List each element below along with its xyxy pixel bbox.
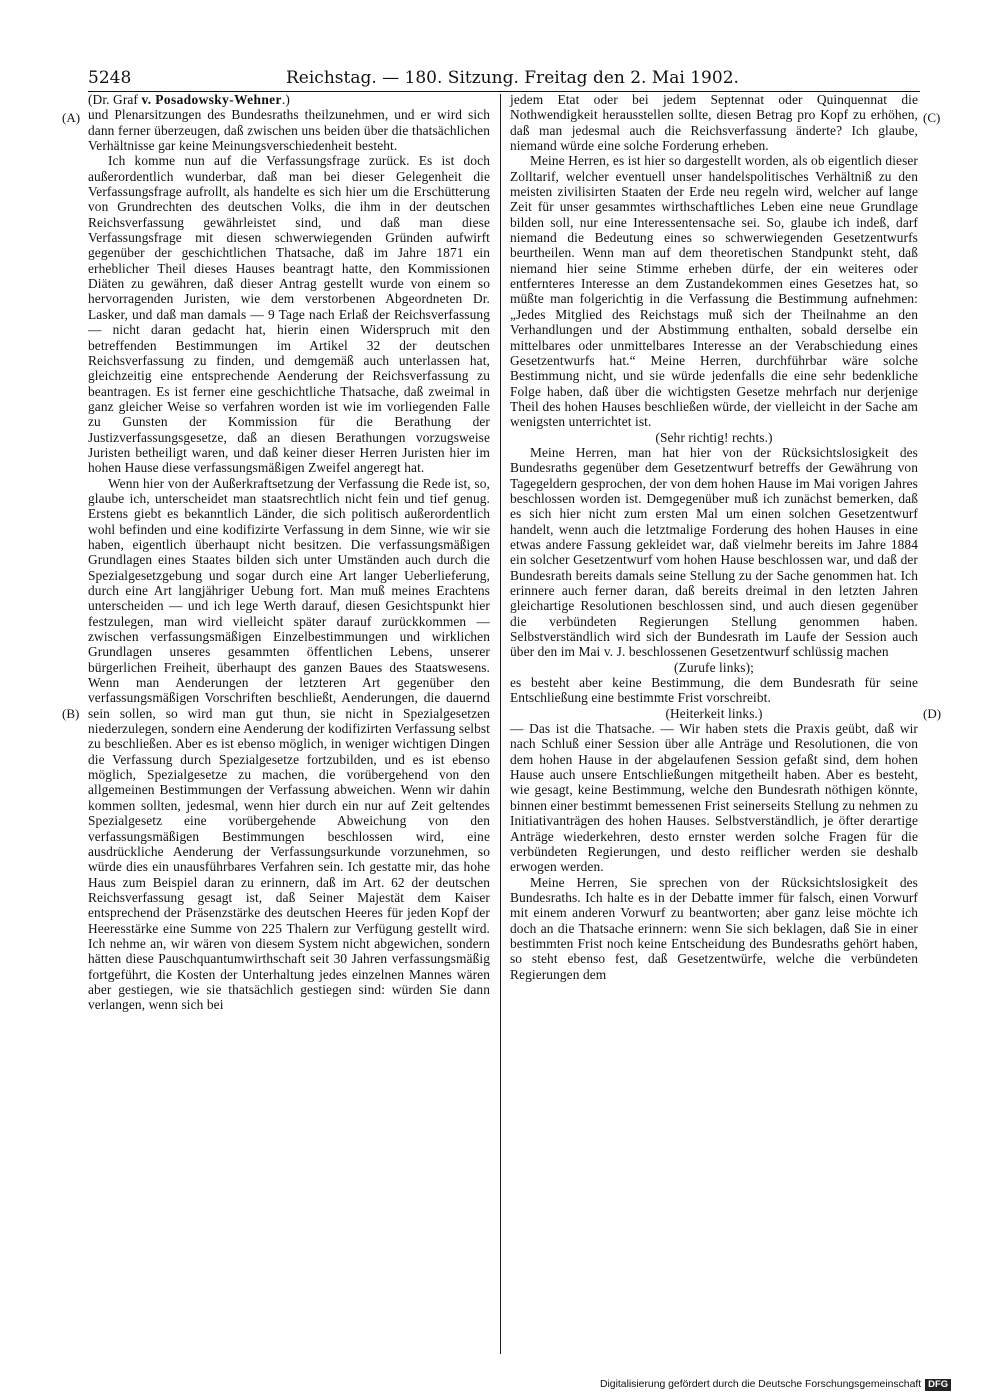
- left-column: [88, 92, 490, 1013]
- right-column: [510, 92, 918, 982]
- header-title: Reichstag. — 180. Sitzung. Freitag den 2. Mai 1902.: [286, 68, 739, 88]
- interjection-zurufe: (Zurufe links);: [674, 659, 754, 675]
- right-paragraph-6: Meine Herren, Sie sprechen von der Rücksichtslosigkeit des Bundesraths. Ich halte es in der Debatte immer für falsch, einen Vorwurf mit einem anderen Vorwurf zu beantworten; aber ganz leise möchte ich doch an die Thatsache erinnern: wenn Sie sich beklagen, daß Sie in einer bestimmten Frist noch keine Entscheidung des Bundesraths gehört haben, so steht ebenso fest, daß Gesetzentwürfe, welche die verbündeten Regierungen dem: [510, 874, 918, 982]
- digitization-footer: [600, 1379, 992, 1393]
- column-divider: [500, 94, 501, 1354]
- right-paragraph-3: Meine Herren, man hat hier von der Rücksichtslosigkeit des Bundesraths gegenüber dem Gesetzentwurf betreffs der Gewährung von Tagegeldern gesprochen, der von dem hohen Hause im Mai vorigen Jahres beschlossen worden ist. Demgegenüber muß ich zunächst bemerken, daß es sich hier nicht zum ersten Mal um einen solchen Gesetzentwurf handelt, wenn auch die letztmalige Forderung des hohen Hauses in eine etwas andere Fassung gekleidet war, daß vielmehr bereits im Jahre 1884 ein solcher Gesetzentwurf vom hohen Hause beschlossen war, und daß der Bundesrath bereits damals seine Stellung zu der Sache genommen hat. Ich erinnere auch ferner daran, daß bereits dreimal in den letzten Jahren gleichartige Resolutionen beschlossen sind, und auch diesen gegenüber die verbündeten Regierungen Stellung genommen haben. Selbstverständlich wird sich der Bundesrath im Laufe der Session auch über den im Mai v. J. beschlossenen Gesetzentwurf schlüssig machen: [510, 444, 918, 660]
- margin-mark-c: (C): [923, 110, 941, 125]
- dfg-logo: DFG: [925, 1379, 951, 1391]
- right-paragraph-5: — Das ist die Thatsache. — Wir haben stets die Praxis geübt, daß wir nach Schluß einer Session über alle Anträge und Resolutionen, die von dem hohen Hause in der abgelaufenen Session gefaßt sind, dem hohen Hause auch unsere Entschließungen mitgetheilt haben. Aber es besteht, wie gesagt, keine Bestimmung, welche den Bundesrath nöthigen könnte, binnen einer bestimmt bemessenen Frist seinerseits Stellung zu nehmen zu Initiativanträgen des hohen Hauses. Selbstverständlich, je öfter derartige Anträge wiederkehren, desto ernster werden solche Fragen für die verbündeten Regierungen, und desto reiflicher werden sie deshalb erwogen werden.: [510, 721, 918, 875]
- left-paragraph-2: Ich komme nun auf die Verfassungsfrage zurück. Es ist doch außerordentlich wunderbar, daß man bei dieser Gelegenheit die Verfassungsfrage aufrollt, als handelte es sich hier um die Erschütterung von Grundrechten des deutschen Volks, die ihm in der deutschen Reichsverfassung gewährleistet sind, und daß man diese Verfassungsfrage mit diesen schwerwiegenden Gründen aufwirft gegenüber der geschichtlichen Thatsache, daß im Jahre 1871 ein erheblicher Theil dieses Hauses beantragt hatte, den Kommissionen Diäten zu gewähren, daß dieser Antrag gestellt wurde von einem so hervorragenden Juristen, wie dem verstorbenen Abgeordneten Dr. Lasker, und daß man damals — 9 Tage nach Erlaß der Reichsverfassung — nicht daran gedacht hat, hierin einen Widerspruch mit den betreffenden Bestimmungen im Artikel 32 der deutschen Reichsverfassung zu finden, und demgemäß auch unterlassen hat, gleichzeitig eine entsprechende Aenderung der Reichsverfassung zu beantragen. Es ist ferner eine geschichtliche Thatsache, daß zweimal in ganz gleicher Weise so verfahren worden ist wie im vorliegenden Falle zu Gunsten der Kommission für die Berathung der Justizverfassungsgesetze, daß an diesen Berathungen vorzugsweise Juristen betheiligt waren, und daß keiner dieser Herren Juristen hier im hohen Hause diese verfassungsmäßigen Zweifel angeregt hat.: [88, 153, 490, 476]
- right-paragraph-1: jedem Etat oder bei jedem Septennat oder Quinquennat die Nothwendigkeit herausstellen sollte, diesen Betrag pro Kopf zu erhöhen, daß man jedesmal auch die Reichsverfassung änderte? Ich glaube, niemand würde eine solche Forderung erheben.: [510, 92, 918, 154]
- page-header: [60, 64, 940, 92]
- footer-text: Digitalisierung gefördert durch die Deutsche Forschungsgemeinschaft: [600, 1379, 922, 1390]
- page-number: 5248: [88, 68, 132, 88]
- right-paragraph-4: es besteht aber keine Bestimmung, die dem Bundesrath für seine Entschließung eine bestimmte Frist vorschreibt.: [510, 675, 918, 706]
- left-paragraph-1: und Plenarsitzungen des Bundesraths theilzunehmen, und er wird sich dann ferner überzeugen, daß zwischen uns beiden über die thatsächlichen Verhältnisse gar keine Meinungsverschiedenheit besteht.: [88, 107, 490, 154]
- speaker-line: [88, 92, 490, 107]
- speaker-prefix: (Dr. Graf: [88, 92, 138, 107]
- margin-mark-b: (B): [62, 706, 80, 721]
- speaker-name: v. Posadowsky-Wehner: [141, 92, 282, 107]
- margin-mark-a: (A): [62, 110, 81, 125]
- interjection-heiterkeit: (Heiterkeit links.): [665, 705, 763, 721]
- speaker-suffix: .): [281, 92, 290, 107]
- right-paragraph-2: Meine Herren, es ist hier so dargestellt worden, als ob eigentlich dieser Zolltarif, welcher eventuell unser handelspolitisches Verhältniß zu den meisten zivilisirten Staaten der Erde neu regeln wird, welcher auf lange Zeit für unser gesammtes wirthschaftliches Leben eine neue Grundlage bilden soll, nur eine Interessentensache sei. So, glaube ich indeß, darf niemand die Bedeutung eines so schwerwiegenden Gesetzentwurfs beurtheilen. Wenn man auf dem theoretischen Standpunkt steht, daß niemand hier seine Stimme erheben dürfe, der ein weiteres oder entfernteres Interesse an dem Zustandekommen eines Gesetzes hat, so müßte man folgerichtig in die Verfassung die Bestimmung aufnehmen: „Jedes Mitglied des Reichstags muß sich der Theilnahme an den Verhandlungen und der Abstimmung enthalten, sobald derselbe ein mittelbares oder unmittelbares Interesse an der Verabschiedung eines Gesetzentwurfs hat.“ Meine Herren, durchführbar wäre solche Bestimmung nicht, und sie würde jedenfalls die eine sehr bedenkliche Folge haben, daß über die wichtigsten Gesetze mehrfach nur derjenige Theil des hohen Hauses beschließen würde, der vielleicht in der Sache am wenigsten unterrichtet ist.: [510, 153, 918, 430]
- interjection-sehr-richtig: (Sehr richtig! rechts.): [655, 429, 773, 445]
- left-paragraph-3: Wenn hier von der Außerkraftsetzung der Verfassung die Rede ist, so, glaube ich, unterscheidet man staatsrechtlich nicht fein und tief genug. Erstens giebt es bekanntlich Länder, die sich politisch außerordentlich wohl befinden und eine kodifizirte Verfassung in dem Sinne, wie wir sie haben, eigentlich überhaupt nicht besitzen. Die verfassungsmäßigen Grundlagen eines Staates bilden sich unter Umständen auch durch die Spezialgesetzgebung und sogar durch eine Art langer Ueberlieferung, durch eine Art langjähriger Uebung fort. Man muß meines Erachtens unterscheiden — und ich lege Werth darauf, diesen Gesichtspunkt hier festzulegen, man wird vielleicht später darauf zurückkommen — zwischen verfassungsmäßigen Einzelbestimmungen und wirklichen Grundlagen unseres gesammten öffentlichen Lebens, unserer bürgerlichen Freiheit, überhaupt des ganzen Baues des Staatswesens. Wenn man Aenderungen der letzteren Art gegenüber den verfassungsmäßigen Vorschriften beschließt, Aenderungen, die dauernd sein sollen, so wird man gut thun, sie nicht in Spezialgesetzen niederzulegen, sondern eine Aenderung der kodifizirten Verfassung selbst zu beschließen. Aber es ist ebenso möglich, in weniger wichtigen Dingen die Verfassung durch Spezialgesetze fortzubilden, und es ist ebenso möglich, Spezialgesetze zu machen, die vorübergehend von den allgemeinen Bestimmungen der Verfassung abweichen. Wenn wir dahin kommen sollten, jedesmal, wenn hier durch ein nur auf Zeit geltendes Spezialgesetz eine vorübergehende Abweichung von den verfassungsmäßigen Bestimmungen beschlossen wird, eine ausdrückliche Aenderung der Verfassungsurkunde vorzunehmen, so würde dies ein unausführbares Verfahren sein. Ich gestatte mir, das hohe Haus zum Beispiel daran zu erinnern, daß im Art. 62 der deutschen Reichsverfassung gesagt ist, daß Seiner Majestät dem Kaiser entsprechend der Präsenzstärke des deutschen Heeres für jeden Kopf der Heeresstärke eine Summe von 225 Thalern zur Verfügung gestellt wird. Ich nehme an, wir wären von diesem System nicht abgewichen, sondern hätten diese Pauschquantumwirthschaft seit 30 Jahren verfassungsmäßig fortgeführt, die Kosten der Unterhaltung jedes einzelnen Mannes wären aber gestiegen, wie sie thatsächlich gestiegen sind: würden Sie dann verlangen, wenn sich bei: [88, 475, 490, 1013]
- margin-mark-d: (D): [923, 706, 942, 721]
